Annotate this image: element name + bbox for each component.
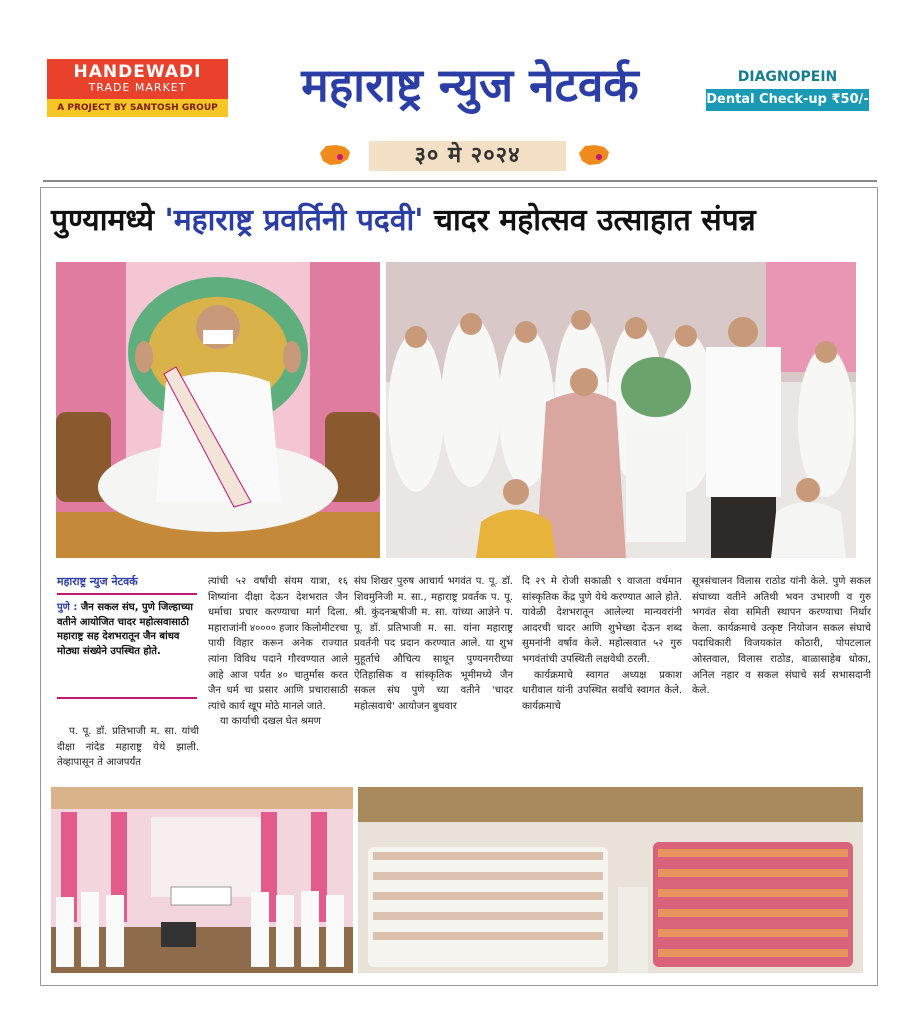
column-2-text-b: या कार्याची दखल घेत श्रमण	[220, 716, 321, 728]
byline-divider	[57, 593, 197, 595]
diagnopein-ad[interactable]	[706, 63, 869, 115]
lead-text: जैन सकल संघ, पुणे जिल्हाच्या वतीने आयोजित चादर महोत्सवासाठी महाराष्ट्र सह देशभरातून जैन बांधव मोठ्या संख्येने उपस्थित होते.	[57, 602, 193, 657]
headline-highlight: 'महाराष्ट्र प्रवर्तिनी पदवी'	[164, 203, 424, 238]
column-4-text-b: कार्यक्रमाचे स्वागत अध्यक्ष प्रकाश धारीवाल यांनी उपस्थित सर्वांचे स्वागत केले. कार्यक्रमाचे	[522, 669, 682, 712]
photo-felicitation-group	[386, 262, 856, 558]
headline-post: उत्साहात संपन्न	[597, 203, 756, 238]
article-byline: महाराष्ट्र न्युज नेटवर्क	[57, 575, 138, 588]
article-column-5	[692, 574, 871, 699]
maharashtra-map-icon-left	[318, 143, 352, 167]
article-lead	[57, 601, 197, 689]
issue-date: ३० मे २०२४	[369, 141, 566, 171]
ad-right-offer: Dental Check-up ₹50/-	[706, 89, 869, 111]
handewadi-ad[interactable]	[47, 59, 228, 117]
masthead-title: महाराष्ट्र न्युज नेटवर्क	[301, 58, 639, 112]
ad-left-subtitle: TRADE MARKET	[88, 81, 187, 94]
ad-right-logo: DIAGNOPEIN	[737, 69, 838, 85]
article-column-1	[57, 724, 199, 771]
column-2-text: त्यांची ५२ वर्षांची संयम यात्रा, १६ शिष्यांना दीक्षा देऊन देशभरात जैन धर्माचा प्रचार करण्याचा मार्ग दिला. महाराजांनी ४०००० हजार किलोमीटरचा पायी विहार करून अनेक राज्यात त्यांना विविध पदाने गौरवण्यात आले आहे आज पर्यंत ४० चातुर्मास करत जैन धर्म चा प्रसार आणि प्रचारासाठी त्यांचे कार्य खूप मोठे मानले जाते.	[208, 576, 348, 712]
ad-left-project: A PROJECT BY SANTOSH GROUP	[47, 99, 228, 117]
maharashtra-map-icon-right	[577, 143, 611, 167]
column-3-text: संघ शिखर पुरुष आचार्य भगवंत प. पू. डॉ. शिवमुनिजी म. सा., महाराष्ट्र प्रवर्तक प. पू. श्री. कुंदनऋषीजी म. सा. यांच्या आज्ञेने प. पू. डॉ. प्रतिभाजी म. सा. यांना महाराष्ट्र प्रवर्तनी पद प्रदान करण्यात आले. या शुभ मुहूर्ताचे औचित्य साधून पुण्यनगरीच्या ऐतिहासिक व सांस्कृतिक भूमीमध्ये जैन सकल संघ पुणे च्या वतीने 'चादर महोत्सवाचे' आयोजन बुधवार	[354, 576, 513, 712]
photo-seated-monk	[56, 262, 380, 558]
article-headline	[51, 196, 869, 246]
lead-divider	[57, 697, 197, 699]
column-5-text: सूत्रसंचालन विलास राठोड यांनी केले. पुणे सकल संघाच्या वतीने अतिथी भवन उभारणी व गुरु भगवंत सेवा समिती स्थापन करण्याचा निर्धार केला. कार्यक्रमाचे उत्कृष्ट नियोजन सकल संघाचे पदाधिकारी विजयकांत कोठारी, पोपटलाल ओस्तवाल, विलास राठोड, बाळासाहेब धोका, अनिल नहार व सकल संघाचे सर्व सभासदानी केले.	[692, 576, 871, 697]
ad-left-top	[47, 59, 228, 99]
headline-pre: पुण्यामध्ये	[51, 203, 165, 238]
photo-audience-hall	[358, 787, 863, 973]
header-divider	[43, 180, 877, 182]
article-column-4	[522, 574, 682, 714]
lead-place: पुणे :	[57, 602, 78, 613]
article-column-2	[208, 574, 348, 730]
column-1-text: प. पू. डॉ. प्रतिभाजी म. सा. यांची दीक्षा नांदेड महाराष्ट्र येथे झाली. तेव्हापासून ते आजपर्यंत	[57, 726, 199, 769]
headline-mid: चादर महोत्सव	[423, 203, 597, 238]
column-4-text: दि २९ मे रोजी सकाळी ९ वाजता वर्धमान सांस्कृतिक केंद्र पुणे येथे करण्यात आले होते. यावेळी देशभरातून आलेल्या मान्यवरांनी आदरची चादर आणि शुभेच्छा देऊन शब्द सुमनांनी वर्षाव केले. महोत्सवात ५२ गुरु भगवंतांची उपस्थिती लक्षवेधी ठरली.	[522, 576, 682, 665]
photo-stage-presentation	[51, 787, 353, 973]
ad-left-brand: HANDEWADI	[73, 62, 202, 82]
article-column-3	[354, 574, 513, 714]
